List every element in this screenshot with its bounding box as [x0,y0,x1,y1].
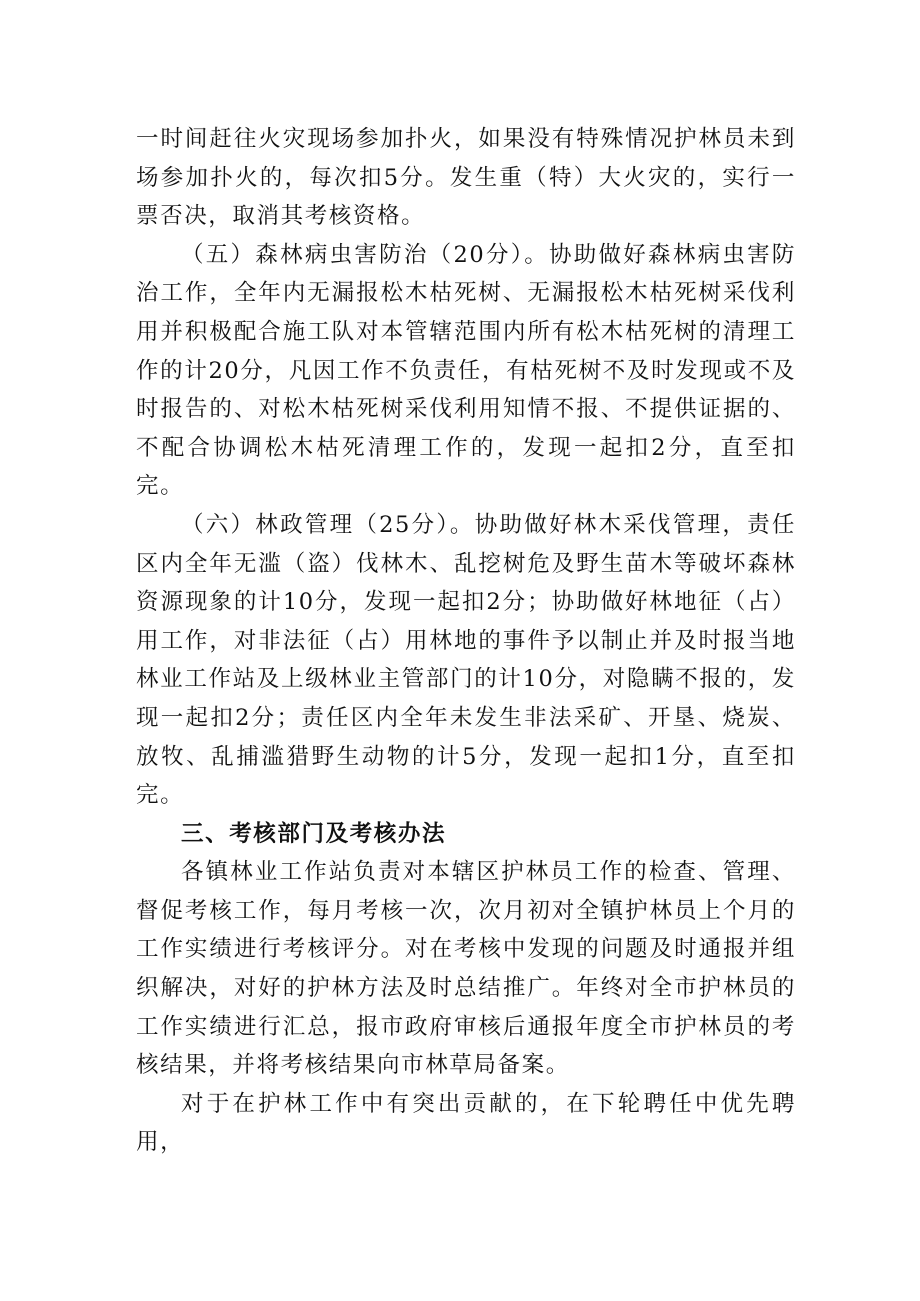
paragraph-assessment-method: 各镇林业工作站负责对本辖区护林员工作的检查、管理、督促考核工作，每月考核一次，次月初对全镇护林员上个月的工作实绩进行考核评分。对在考核中发现的问题及时通报并组织解决，对好的护林方法及时总结推广。年终对全市护林员的工作实绩进行汇总，报市政府审核后通报年度全市护林员的考核结果，并将考核结果向市林草局备案。 [136,859,796,1079]
paragraph-fire-continuation: 一时间赶往火灾现场参加扑火，如果没有特殊情况护林员未到场参加扑火的，每次扣5分。发生重（特）大火灾的，实行一票否决，取消其考核资格。 [136,126,796,230]
paragraph-forest-administration: （六）林政管理（25分）。协助做好林木采伐管理，责任区内全年无滥（盗）伐林木、乱挖树危及野生苗木等破坏森林资源现象的计10分，发现一起扣2分；协助做好林地征（占）用工作，对非法征（占）用林地的事件予以制止并及时报当地林业工作站及上级林业主管部门的计10分，对隐瞒不报的，发现一起扣2分；责任区内全年未发生非法采矿、开垦、烧炭、放牧、乱捕滥猎野生动物的计5分，发现一起扣1分，直至扣完。 [136,511,796,809]
paragraph-pest-control: （五）森林病虫害防治（20分）。协助做好森林病虫害防治工作，全年内无漏报松木枯死树、无漏报松木枯死树采伐利用并积极配合施工队对本管辖范围内所有松木枯死树的清理工作的计20分，凡因工作不负责任，有枯死树不及时发现或不及时报告的、对松木枯死树采伐利用知情不报、不提供证据的、不配合协调松木枯死清理工作的，发现一起扣2分，直至扣完。 [136,241,796,500]
document-body [136,120,796,1162]
section-heading-assessment: 三、考核部门及考核办法 [181,820,447,847]
paragraph-reward: 对于在护林工作中有突出贡献的，在下轮聘任中优先聘用， [136,1090,796,1156]
